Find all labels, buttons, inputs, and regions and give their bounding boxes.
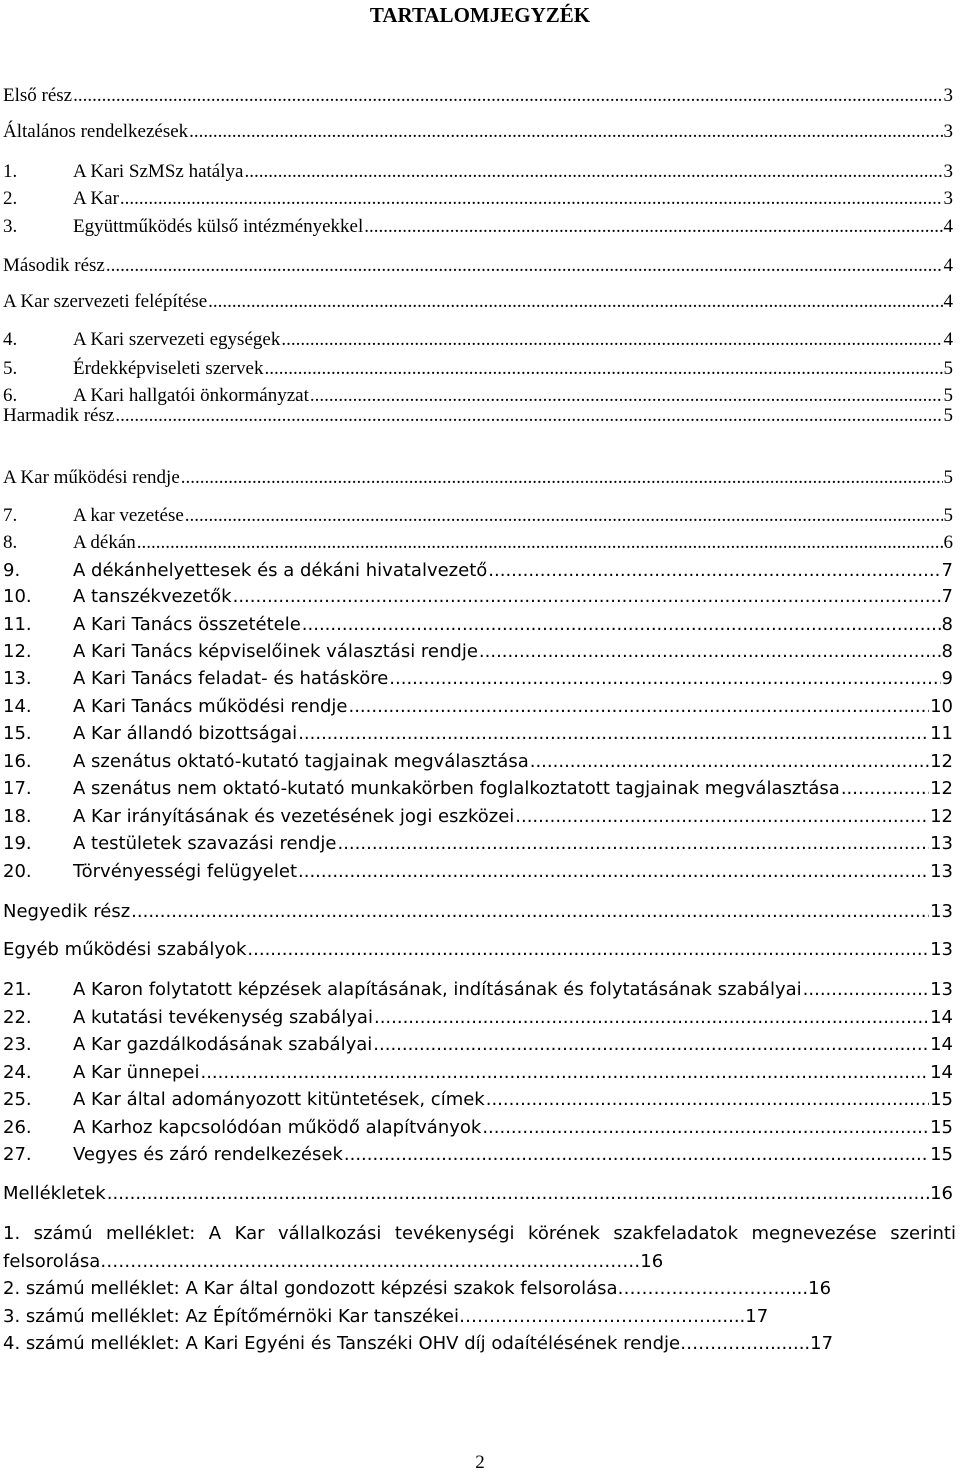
toc-entry-number: 17. — [3, 778, 32, 799]
toc-leader-dots — [73, 84, 942, 108]
toc-entry[interactable] — [3, 120, 953, 144]
toc-entry-page: 8 — [941, 614, 953, 635]
toc-entry-page: 14 — [930, 1007, 953, 1028]
annex-1-line-2: felsorolása………………………………………………………………………………16 — [3, 1251, 664, 1272]
toc-entry-title: Érdekképviseleti szervek — [73, 358, 264, 379]
toc-entry-number: 3. — [3, 216, 18, 237]
toc-entry[interactable] — [3, 805, 953, 829]
toc-entry-page: 16 — [930, 1183, 953, 1204]
toc-entry-number: 10. — [3, 586, 32, 607]
toc-entry[interactable] — [3, 695, 953, 719]
toc-entry-title: A kar vezetése — [73, 505, 184, 526]
toc-entry-page: 4 — [943, 216, 953, 237]
toc-entry[interactable] — [3, 832, 953, 856]
toc-entry-page: 9 — [941, 668, 953, 689]
toc-leader-dots — [298, 860, 929, 884]
toc-entry-number: 7. — [3, 505, 18, 526]
toc-entry-number: 14. — [3, 696, 32, 717]
toc-entry[interactable] — [3, 722, 953, 746]
toc-entry-title: A Kar irányításának és vezetésének jogi eszközei — [73, 806, 515, 827]
toc-leader-dots — [137, 531, 943, 555]
toc-leader-dots — [389, 667, 940, 691]
toc-leader-dots — [803, 978, 929, 1002]
toc-entry-title: A Kar által adományozott kitüntetések, címek — [73, 1089, 485, 1110]
toc-leader-dots — [841, 777, 929, 801]
toc-entry-page: 4 — [943, 329, 953, 350]
toc-leader-dots — [344, 1143, 929, 1167]
toc-entry-title: Negyedik rész — [3, 901, 131, 922]
toc-entry-page: 7 — [941, 586, 953, 607]
toc-leader-dots — [233, 585, 941, 609]
toc-entry[interactable] — [3, 1088, 953, 1112]
toc-entry-title: A tanszékvezetők — [73, 586, 232, 607]
toc-entry-page: 14 — [930, 1062, 953, 1083]
toc-entry-page: 13 — [930, 979, 953, 1000]
toc-entry-title: A Kari Tanács képviselőinek választási rendje — [73, 641, 478, 662]
toc-entry-number: 9. — [3, 560, 21, 581]
toc-entry-title: Általános rendelkezések — [3, 121, 189, 142]
toc-leader-dots — [337, 832, 929, 856]
toc-leader-dots — [482, 1116, 929, 1140]
toc-entry-title: A Kar szervezeti felépítése — [3, 291, 208, 312]
toc-entry[interactable] — [3, 215, 953, 239]
toc-entry-number: 5. — [3, 358, 18, 379]
toc-entry[interactable] — [3, 160, 953, 184]
toc-entry-title: A Kari szervezeti egységek — [73, 329, 281, 350]
toc-entry[interactable] — [3, 938, 953, 962]
toc-entry-number: 15. — [3, 723, 32, 744]
toc-entry-number: 16. — [3, 751, 32, 772]
toc-entry-page: 5 — [943, 505, 953, 526]
toc-entry-title: A Kar — [73, 188, 119, 209]
toc-entry-number: 8. — [3, 532, 18, 553]
toc-leader-dots — [264, 357, 942, 381]
toc-entry-title: A Kari hallgatói önkormányzat — [73, 385, 309, 406]
toc-entry[interactable] — [3, 290, 953, 314]
toc-entry-number: 18. — [3, 806, 32, 827]
toc-entry-number: 13. — [3, 668, 32, 689]
toc-leader-dots — [373, 1033, 929, 1057]
toc-entry-number: 27. — [3, 1144, 32, 1165]
toc-entry[interactable] — [3, 777, 953, 801]
page-title: TARTALOMJEGYZÉK — [369, 3, 591, 27]
toc-leader-dots — [200, 1061, 929, 1085]
toc-entry-title: Egyéb működési szabályok — [3, 939, 247, 960]
toc-leader-dots — [530, 750, 929, 774]
toc-entry[interactable] — [3, 559, 953, 583]
toc-entry-title: Második rész — [3, 255, 105, 276]
toc-entry-title: Harmadik rész — [3, 405, 115, 426]
toc-entry-title: A testületek szavazási rendje — [73, 833, 337, 854]
toc-entry-title: A Kari Tanács működési rendje — [73, 696, 348, 717]
annex-1-line-1: 1. számú melléklet: A Kar vállalkozási tevékenységi körének szakfeladatok megnevezése szerinti — [3, 1223, 956, 1244]
toc-entry-number: 24. — [3, 1062, 32, 1083]
toc-entry-number: 2. — [3, 188, 18, 209]
toc-entry[interactable] — [3, 750, 953, 774]
toc-leader-dots — [298, 722, 929, 746]
toc-entry-number: 19. — [3, 833, 32, 854]
toc-leader-dots — [302, 613, 941, 637]
toc-entry-page: 10 — [930, 696, 953, 717]
toc-entry-page: 5 — [943, 385, 953, 406]
toc-entry-title: A Kar állandó bizottságai — [73, 723, 298, 744]
toc-leader-dots — [281, 328, 942, 352]
toc-entry[interactable] — [3, 585, 953, 609]
toc-entry-page: 13 — [930, 939, 953, 960]
toc-entry-number: 23. — [3, 1034, 32, 1055]
toc-entry-page: 15 — [930, 1144, 953, 1165]
toc-entry-page: 3 — [943, 188, 953, 209]
toc-entry-title: A Karhoz kapcsolódóan működő alapítványok — [73, 1117, 482, 1138]
toc-entry[interactable] — [3, 1116, 953, 1140]
toc-entry[interactable] — [3, 328, 953, 352]
toc-entry-page: 5 — [943, 358, 953, 379]
toc-entry[interactable] — [3, 860, 953, 884]
toc-leader-dots — [486, 1088, 929, 1112]
toc-entry-page: 6 — [943, 532, 953, 553]
toc-entry-page: 3 — [943, 85, 953, 106]
toc-entry[interactable] — [3, 504, 953, 528]
toc-entry-page: 15 — [930, 1089, 953, 1110]
toc-leader-dots — [247, 938, 929, 962]
toc-entry[interactable] — [3, 613, 953, 637]
toc-entry-page: 15 — [930, 1117, 953, 1138]
toc-entry-title: Törvényességi felügyelet — [73, 861, 297, 882]
toc-leader-dots — [348, 695, 929, 719]
toc-leader-dots — [120, 187, 943, 211]
toc-entry-page: 13 — [930, 833, 953, 854]
toc-entry-title: Vegyes és záró rendelkezések — [73, 1144, 343, 1165]
toc-entry-number: 25. — [3, 1089, 32, 1110]
toc-leader-dots — [479, 640, 941, 664]
toc-entry-title: A dékán — [73, 532, 136, 553]
toc-entry-title: A Kari Tanács feladat- és hatásköre — [73, 668, 389, 689]
toc-leader-dots — [189, 120, 942, 144]
toc-entry-page: 12 — [930, 778, 953, 799]
toc-entry-number: 11. — [3, 614, 32, 635]
toc-entry-number: 20. — [3, 861, 32, 882]
toc-entry-title: A kutatási tevékenység szabályai — [73, 1007, 373, 1028]
toc-entry[interactable] — [3, 640, 953, 664]
toc-entry-title: A Kar gazdálkodásának szabályai — [73, 1034, 373, 1055]
toc-entry-title: A szenátus nem oktató-kutató munkakörben foglalkoztatott tagjainak megválasztása — [73, 778, 840, 799]
toc-entry-title: A szenátus oktató-kutató tagjainak megválasztása — [73, 751, 529, 772]
toc-leader-dots — [208, 290, 942, 314]
toc-entry-number: 4. — [3, 329, 18, 350]
toc-entry[interactable] — [3, 1033, 953, 1057]
toc-entry-title: A Kar működési rendje — [3, 467, 180, 488]
toc-leader-dots — [131, 900, 929, 924]
toc-entry-page: 13 — [930, 861, 953, 882]
toc-entry[interactable] — [3, 466, 953, 490]
toc-entry-page: 12 — [930, 806, 953, 827]
toc-entry-title: Együttműködés külső intézményekkel — [73, 216, 364, 237]
toc-entry-title: A Kari Tanács összetétele — [73, 614, 301, 635]
toc-entry-title: A dékánhelyettesek és a dékáni hivatalvezető — [73, 560, 488, 581]
toc-leader-dots — [115, 404, 942, 428]
toc-entry[interactable] — [3, 978, 953, 1002]
toc-entry-page: 3 — [943, 121, 953, 142]
toc-entry-title: A Kar ünnepei — [73, 1062, 200, 1083]
toc-entry-number: 1. — [3, 161, 18, 182]
toc-leader-dots — [374, 1006, 929, 1030]
toc-entry[interactable] — [3, 187, 953, 211]
toc-entry-number: 26. — [3, 1117, 32, 1138]
toc-entry-page: 5 — [943, 405, 953, 426]
toc-entry-page: 12 — [930, 751, 953, 772]
toc-entry-title: A Karon folytatott képzések alapításának, indításának és folytatásának szabályai — [73, 979, 802, 1000]
toc-leader-dots — [185, 504, 943, 528]
page-number: 2 — [475, 1452, 485, 1473]
toc-entry[interactable] — [3, 254, 953, 278]
toc-entry-number: 6. — [3, 385, 18, 406]
toc-entry[interactable] — [3, 404, 953, 428]
toc-entry-page: 4 — [943, 255, 953, 276]
toc-leader-dots — [515, 805, 929, 829]
toc-entry-title: A Kari SzMSz hatálya — [73, 161, 244, 182]
toc-leader-dots — [106, 254, 943, 278]
annex-2: 2. számú melléklet: A Kar által gondozott képzési szakok felsorolása……………………….....16 — [3, 1278, 832, 1299]
toc-entry[interactable] — [3, 1182, 953, 1206]
toc-entry-page: 13 — [930, 901, 953, 922]
toc-entry-page: 8 — [941, 641, 953, 662]
toc-leader-dots — [364, 215, 942, 239]
toc-leader-dots — [107, 1182, 929, 1206]
toc-entry[interactable] — [3, 1061, 953, 1085]
toc-entry-number: 22. — [3, 1007, 32, 1028]
toc-leader-dots — [181, 466, 943, 490]
toc-entry-page: 4 — [943, 291, 953, 312]
toc-leader-dots — [488, 559, 940, 583]
annex-4: 4. számú melléklet: A Kari Egyéni és Tanszéki OHV díj odaítélésének rendje…………….......17 — [3, 1333, 834, 1354]
toc-entry[interactable] — [3, 84, 953, 108]
toc-entry[interactable] — [3, 531, 953, 555]
toc-entry[interactable] — [3, 667, 953, 691]
annex-3: 3. számú melléklet: Az Építőmérnöki Kar tanszékei……………………………………......17 — [3, 1306, 769, 1327]
toc-entry[interactable] — [3, 1143, 953, 1167]
toc-entry-page: 14 — [930, 1034, 953, 1055]
toc-entry-number: 21. — [3, 979, 32, 1000]
toc-entry-number: 12. — [3, 641, 32, 662]
toc-entry-title: Mellékletek — [3, 1183, 106, 1204]
toc-leader-dots — [244, 160, 942, 184]
toc-entry[interactable] — [3, 1006, 953, 1030]
toc-entry-page: 11 — [930, 723, 953, 744]
toc-entry-page: 5 — [943, 467, 953, 488]
toc-entry[interactable] — [3, 900, 953, 924]
toc-entry-title: Első rész — [3, 85, 73, 106]
toc-entry[interactable] — [3, 357, 953, 381]
toc-entry-page: 3 — [943, 161, 953, 182]
toc-entry-page: 7 — [941, 560, 953, 581]
